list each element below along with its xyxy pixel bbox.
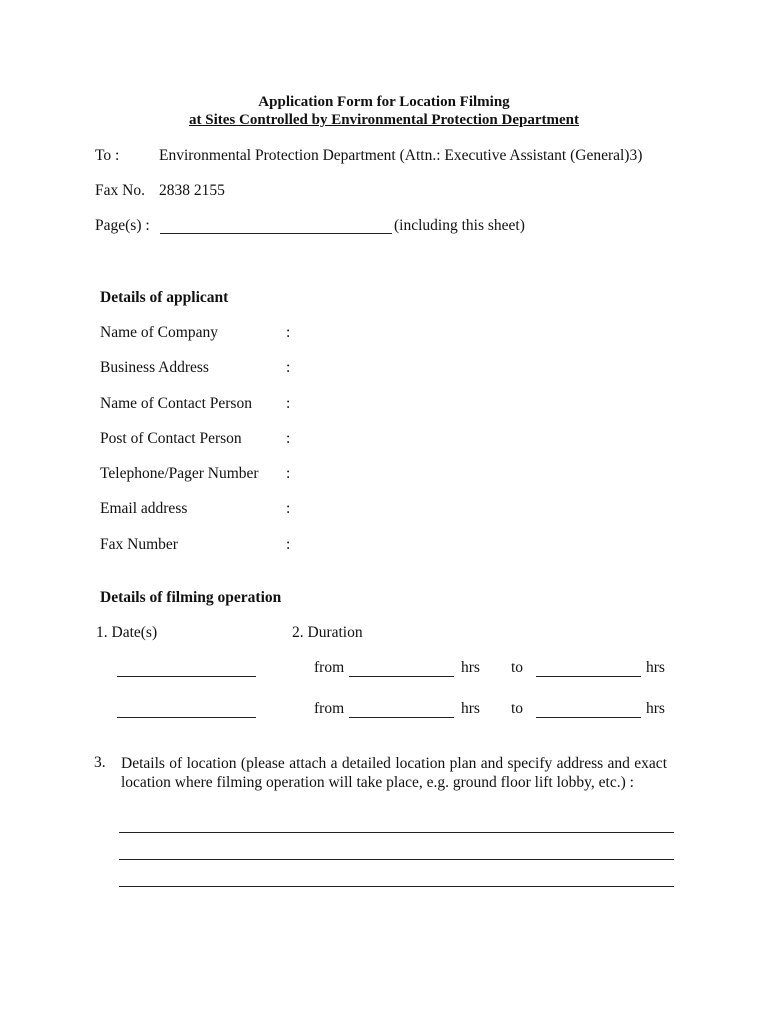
- field-colon: :: [286, 359, 291, 376]
- dates-label: 1. Date(s): [96, 624, 158, 641]
- field-colon: :: [286, 324, 291, 341]
- to-blank-line-2[interactable]: [536, 717, 641, 718]
- fax-value: 2838 2155: [159, 182, 225, 199]
- duration-label: 2. Duration: [292, 624, 363, 641]
- to-value: Environmental Protection Department (Attn.: Executive Assistant (General)3): [159, 147, 643, 164]
- date-blank-line-2[interactable]: [117, 717, 256, 718]
- fax-label: Fax No.: [95, 182, 145, 199]
- field-label: Business Address: [100, 359, 209, 376]
- pages-label: Page(s) :: [95, 217, 150, 234]
- field-colon: :: [286, 465, 291, 482]
- from-blank-line-1[interactable]: [349, 676, 454, 677]
- field-colon: :: [286, 500, 291, 517]
- field-label: Name of Contact Person: [100, 395, 252, 412]
- pages-blank-line[interactable]: [160, 233, 392, 234]
- hrs-label-2: hrs: [646, 659, 665, 676]
- form-subtitle: at Sites Controlled by Environmental Protection Department: [189, 112, 579, 128]
- date-blank-line-1[interactable]: [117, 676, 256, 677]
- applicant-heading: Details of applicant: [100, 289, 229, 306]
- filming-heading: Details of filming operation: [100, 589, 282, 606]
- location-blank-line-3[interactable]: [119, 886, 674, 887]
- to-label: To :: [95, 147, 120, 164]
- location-blank-line-2[interactable]: [119, 859, 674, 860]
- field-label: Email address: [100, 500, 188, 517]
- from-label-1: from: [314, 659, 345, 676]
- hrs-label-3: hrs: [461, 700, 480, 717]
- hrs-label-4: hrs: [646, 700, 665, 717]
- field-label: Post of Contact Person: [100, 430, 242, 447]
- form-title: Application Form for Location Filming: [258, 94, 510, 110]
- pages-suffix: (including this sheet): [394, 217, 525, 234]
- location-blank-line-1[interactable]: [119, 832, 674, 833]
- to-label-1: to: [511, 659, 524, 676]
- hrs-label-1: hrs: [461, 659, 480, 676]
- from-label-2: from: [314, 700, 345, 717]
- field-colon: :: [286, 395, 291, 412]
- to-label-2: to: [511, 700, 524, 717]
- to-blank-line-1[interactable]: [536, 676, 641, 677]
- field-label: Telephone/Pager Number: [100, 465, 259, 482]
- field-label: Name of Company: [100, 324, 218, 341]
- location-number: 3.: [94, 754, 106, 771]
- field-colon: :: [286, 430, 291, 447]
- from-blank-line-2[interactable]: [349, 717, 454, 718]
- location-instructions: Details of location (please attach a detailed location plan and specify address and exact location where filming operation will take place, e.g. ground floor lift lobby, etc.) :: [121, 755, 667, 791]
- field-colon: :: [286, 536, 291, 553]
- field-label: Fax Number: [100, 536, 178, 553]
